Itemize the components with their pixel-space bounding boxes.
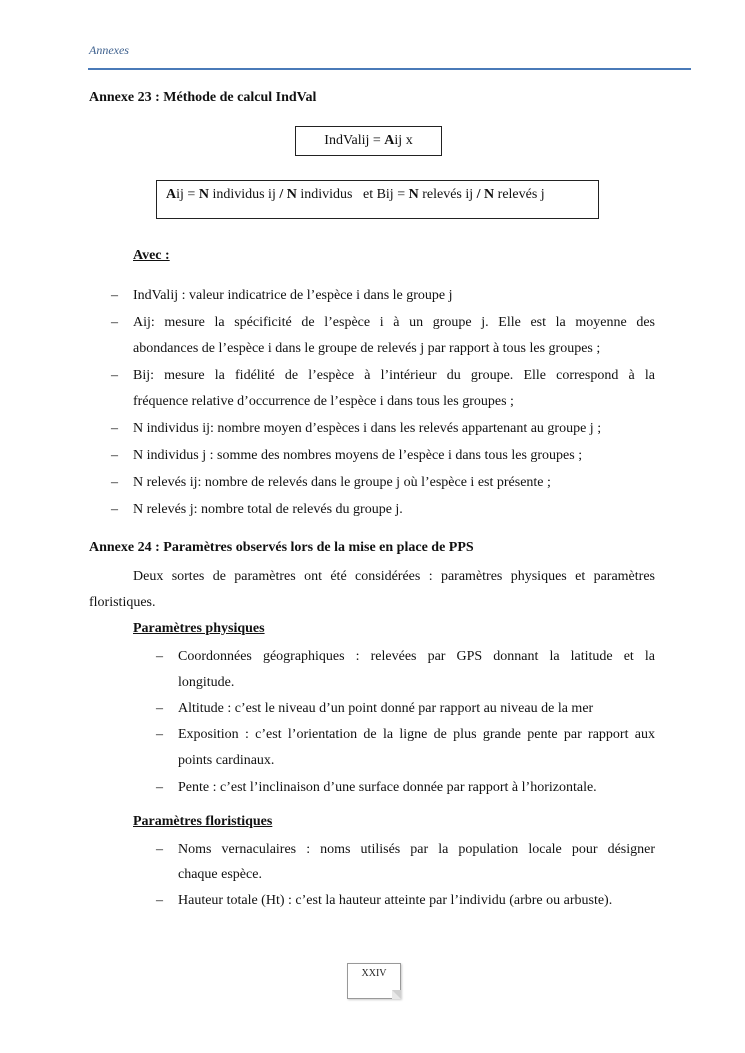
f2-slash1: / <box>279 187 284 202</box>
header-divider <box>88 68 691 70</box>
param-text: Exposition : c’est l’orientation de la ligne de plus grande pente par rapport aux <box>178 727 655 742</box>
param-text: Noms vernaculaires : noms utilisés par la population locale pour désigner <box>178 842 655 857</box>
dash-bullet: – <box>156 727 163 742</box>
folded-corner <box>392 990 401 999</box>
definition-text: abondances de l’espèce i dans le groupe de relevés j par rapport à tous les groupes ; <box>133 341 601 356</box>
aij-bij-formula-box <box>156 180 599 219</box>
dash-bullet: – <box>156 893 163 908</box>
param-text: chaque espèce. <box>178 867 262 882</box>
dash-bullet: – <box>111 448 118 463</box>
annex-24-title: Annexe 24 : Paramètres observés lors de la mise en place de PPS <box>89 540 474 555</box>
f2-slash2: / <box>476 187 481 202</box>
physical-param-item <box>156 722 655 748</box>
param-text: Hauteur totale (Ht) : c’est la hauteur atteinte par l’individu (arbre ou arbuste). <box>178 893 613 908</box>
definition-text: Bij: mesure la fidélité de l’espèce à l’intérieur du groupe. Elle correspond à la <box>133 368 655 383</box>
f2-t1: individus ij <box>208 187 280 202</box>
formula-rhs: ij x <box>394 133 413 148</box>
f2-n4: N <box>480 187 495 202</box>
definition-item <box>111 443 655 469</box>
dash-bullet: – <box>111 475 118 490</box>
definition-text: Aij: mesure la spécificité de l’espèce i à un groupe j. Elle est la moyenne des <box>133 315 655 330</box>
dash-bullet: – <box>156 649 163 664</box>
f2-a: A <box>166 187 177 202</box>
param-text: Coordonnées géographiques : relevées par GPS donnant la latitude et la <box>178 649 655 664</box>
definition-item <box>111 497 655 523</box>
f2-n3: N <box>408 187 419 202</box>
definition-text: N individus ij: nombre moyen d’espèces i dans les relevés appartenant au groupe j ; <box>133 421 602 436</box>
floristic-param-continuation <box>178 862 655 888</box>
intro-paragraph-line2: floristiques. <box>89 595 156 610</box>
f2-t2: individus et Bij = <box>296 187 409 202</box>
f2-t4: relevés j <box>494 187 545 202</box>
indval-formula-box <box>295 126 442 156</box>
dash-bullet: – <box>111 502 118 517</box>
page-number: XXIV <box>361 968 387 979</box>
physical-params-label: Paramètres physiques <box>133 621 265 636</box>
definition-item <box>111 416 655 442</box>
f2-t3: relevés ij <box>418 187 477 202</box>
definition-text: N relevés j: nombre total de relevés du groupe j. <box>133 502 403 517</box>
f2-a-rest: ij = <box>176 187 199 202</box>
dash-bullet: – <box>111 315 118 330</box>
definition-text: IndValij : valeur indicatrice de l’espèce i dans le groupe j <box>133 288 453 303</box>
definition-text: N relevés ij: nombre de relevés dans le groupe j où l’espèce i est présente ; <box>133 475 551 490</box>
physical-param-item <box>156 644 655 670</box>
definition-text: fréquence relative d’occurrence de l’espèce i dans tous les groupes ; <box>133 394 514 409</box>
dash-bullet: – <box>111 421 118 436</box>
physical-param-item <box>156 696 655 722</box>
formula-lhs: IndValij = <box>324 133 385 148</box>
avec-label: Avec : <box>133 248 170 263</box>
page-number-box <box>347 963 401 999</box>
param-text: Altitude : c’est le niveau d’un point donné par rapport au niveau de la mer <box>178 701 594 716</box>
annex-23-title: Annexe 23 : Méthode de calcul IndVal <box>89 90 317 105</box>
dash-bullet: – <box>156 780 163 795</box>
definition-item <box>111 470 655 496</box>
floristic-params-label: Paramètres floristiques <box>133 814 273 829</box>
floristic-param-item <box>156 888 655 914</box>
param-text: Pente : c’est l’inclinaison d’une surface donnée par rapport à l’horizontale. <box>178 780 597 795</box>
definition-continuation <box>133 336 655 362</box>
f2-n2: N <box>283 187 297 202</box>
param-text: points cardinaux. <box>178 753 275 768</box>
floristic-param-item <box>156 837 655 863</box>
running-header: Annexes <box>89 43 129 57</box>
dash-bullet: – <box>111 368 118 383</box>
dash-bullet: – <box>111 288 118 303</box>
formula-a-bold: A <box>384 133 395 148</box>
definition-item <box>111 310 655 336</box>
physical-param-item <box>156 775 655 801</box>
physical-param-continuation <box>178 670 655 696</box>
definition-item <box>111 283 655 309</box>
physical-param-continuation <box>178 748 655 774</box>
dash-bullet: – <box>156 701 163 716</box>
f2-n1: N <box>198 187 209 202</box>
dash-bullet: – <box>156 842 163 857</box>
intro-paragraph-line1: Deux sortes de paramètres ont été considérées : paramètres physiques et paramètres <box>133 569 655 584</box>
definition-continuation <box>133 389 655 415</box>
param-text: longitude. <box>178 675 235 690</box>
definition-text: N individus j : somme des nombres moyens de l’espèce i dans tous les groupes ; <box>133 448 583 463</box>
definition-item <box>111 363 655 389</box>
